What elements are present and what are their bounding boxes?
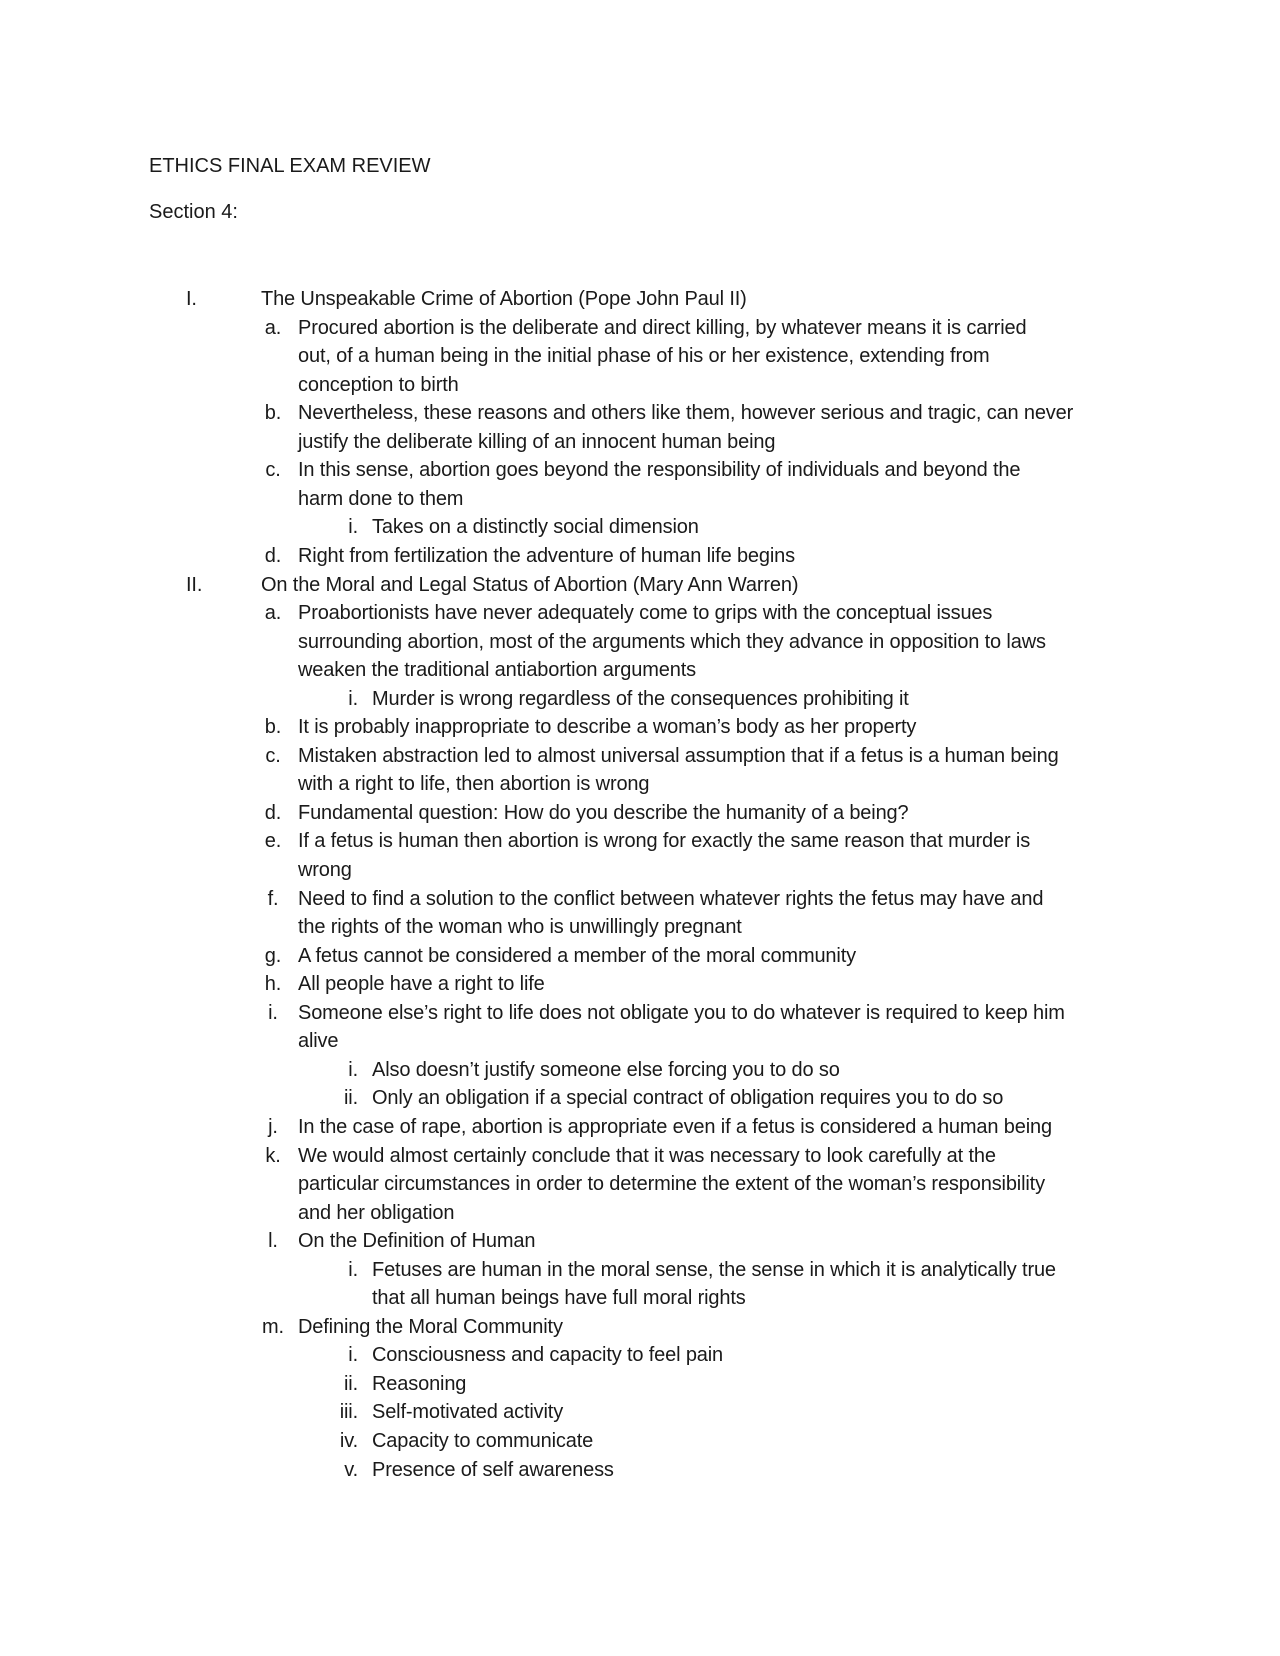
outline-line bbox=[0, 599, 1280, 627]
outline-line bbox=[0, 1113, 1280, 1141]
section-label: Section 4: bbox=[149, 201, 238, 223]
subitem-text: Presence of self awareness bbox=[372, 1458, 614, 1481]
item-text: surrounding abortion, most of the arguments which they advance in opposition to laws bbox=[298, 630, 1046, 653]
outline-line bbox=[0, 913, 1280, 941]
outline-line bbox=[0, 1227, 1280, 1255]
item-text: Fundamental question: How do you describe the humanity of a being? bbox=[298, 801, 909, 824]
subitem-text: Reasoning bbox=[372, 1372, 467, 1395]
subitem-text: Fetuses are human in the moral sense, the sense in which it is analytically true bbox=[372, 1258, 1056, 1281]
outline-line bbox=[0, 1427, 1280, 1455]
item-text: and her obligation bbox=[298, 1201, 455, 1224]
item-text: particular circumstances in order to determine the extent of the woman’s responsibility bbox=[298, 1173, 1045, 1196]
outline-line bbox=[0, 656, 1280, 684]
item-text: Proabortionists have never adequately come to grips with the conceptual issues bbox=[298, 602, 993, 625]
subitem-marker: iv. bbox=[339, 1430, 358, 1452]
item-text: Nevertheless, these reasons and others like them, however serious and tragic, can never bbox=[298, 402, 1074, 425]
item-text: In this sense, abortion goes beyond the responsibility of individuals and beyond the bbox=[298, 459, 1021, 482]
outline-line bbox=[0, 685, 1280, 713]
subitem-text: Self-motivated activity bbox=[372, 1401, 564, 1424]
item-marker: a. bbox=[264, 316, 282, 339]
item-text: Mistaken abstraction led to almost universal assumption that if a fetus is a human being bbox=[298, 744, 1059, 767]
outline-line bbox=[0, 342, 1280, 370]
outline-line bbox=[0, 485, 1280, 513]
item-marker: c. bbox=[265, 459, 281, 482]
outline-line bbox=[0, 770, 1280, 798]
item-text: If a fetus is human then abortion is wrong for exactly the same reason that murder is bbox=[298, 830, 1031, 853]
outline-line bbox=[0, 856, 1280, 884]
item-text: harm done to them bbox=[298, 487, 464, 510]
item-marker: f. bbox=[267, 887, 279, 910]
section-marker: I. bbox=[186, 288, 197, 310]
outline-line bbox=[0, 285, 1280, 313]
outline-line bbox=[0, 1084, 1280, 1112]
outline-line bbox=[0, 314, 1280, 342]
item-text: out, of a human being in the initial phase of his or her existence, extending from bbox=[298, 345, 990, 368]
item-text: A fetus cannot be considered a member of the moral community bbox=[298, 944, 856, 967]
outline-line bbox=[0, 513, 1280, 541]
item-text: It is probably inappropriate to describe a woman’s body as her property bbox=[298, 716, 917, 739]
outline-line bbox=[0, 1199, 1280, 1227]
item-marker: a. bbox=[264, 602, 282, 625]
item-text: On the Definition of Human bbox=[298, 1230, 536, 1253]
item-text: justify the deliberate killing of an innocent human being bbox=[298, 430, 776, 453]
subitem-text: Murder is wrong regardless of the consequences prohibiting it bbox=[372, 687, 909, 710]
outline-line bbox=[0, 970, 1280, 998]
outline-line bbox=[0, 942, 1280, 970]
subitem-text: that all human beings have full moral rights bbox=[372, 1287, 746, 1310]
outline-line bbox=[0, 1170, 1280, 1198]
outline-line bbox=[0, 713, 1280, 741]
outline-line bbox=[0, 1056, 1280, 1084]
outline-line bbox=[0, 542, 1280, 570]
subitem-text: Capacity to communicate bbox=[372, 1430, 594, 1452]
item-marker: g. bbox=[264, 944, 282, 967]
outline-line bbox=[0, 1398, 1280, 1426]
outline-line bbox=[0, 827, 1280, 855]
item-text: conception to birth bbox=[298, 373, 459, 396]
item-marker: k. bbox=[265, 1144, 281, 1167]
item-text: alive bbox=[298, 1030, 339, 1053]
outline-line bbox=[0, 1027, 1280, 1055]
item-text: Defining the Moral Community bbox=[298, 1315, 563, 1338]
subitem-marker: i. bbox=[348, 516, 358, 539]
subitem-marker: v. bbox=[344, 1458, 358, 1481]
item-marker: d. bbox=[264, 801, 282, 824]
item-marker: l. bbox=[268, 1230, 278, 1253]
item-text: We would almost certainly conclude that it was necessary to look carefully at the bbox=[298, 1144, 996, 1167]
item-text: In the case of rape, abortion is appropriate even if a fetus is considered a human being bbox=[298, 1115, 1052, 1138]
item-marker: b. bbox=[264, 716, 282, 739]
outline-line bbox=[0, 456, 1280, 484]
item-text: Right from fertilization the adventure of human life begins bbox=[298, 544, 795, 567]
section-heading: On the Moral and Legal Status of Abortion (Mary Ann Warren) bbox=[261, 573, 799, 596]
item-text: weaken the traditional antiabortion arguments bbox=[298, 659, 696, 682]
item-text: the rights of the woman who is unwillingly pregnant bbox=[298, 916, 742, 939]
outline-line bbox=[0, 1456, 1280, 1484]
item-marker: c. bbox=[265, 744, 281, 767]
subitem-text: Also doesn’t justify someone else forcing you to do so bbox=[372, 1058, 840, 1081]
section-heading: The Unspeakable Crime of Abortion (Pope John Paul II) bbox=[261, 288, 747, 310]
item-text: with a right to life, then abortion is wrong bbox=[298, 773, 650, 796]
outline-line bbox=[0, 1341, 1280, 1369]
item-text: Need to find a solution to the conflict between whatever rights the fetus may have and bbox=[298, 887, 1044, 910]
item-marker: e. bbox=[264, 830, 282, 853]
outline-line bbox=[0, 799, 1280, 827]
document-title: ETHICS FINAL EXAM REVIEW bbox=[149, 155, 431, 177]
outline-line bbox=[0, 571, 1280, 599]
subitem-marker: iii. bbox=[339, 1401, 358, 1424]
outline-line bbox=[0, 399, 1280, 427]
subitem-marker: ii. bbox=[344, 1372, 358, 1395]
item-marker: h. bbox=[264, 973, 282, 996]
subitem-marker: i. bbox=[348, 1344, 358, 1367]
outline-line bbox=[0, 428, 1280, 456]
outline-line bbox=[0, 1370, 1280, 1398]
subitem-marker: i. bbox=[348, 1058, 358, 1081]
item-text: Someone else’s right to life does not obligate you to do whatever is required to keep him bbox=[298, 1001, 1065, 1024]
outline-line bbox=[0, 999, 1280, 1027]
section-marker: II. bbox=[186, 573, 203, 596]
outline-line bbox=[0, 885, 1280, 913]
subitem-marker: ii. bbox=[344, 1087, 358, 1110]
subitem-marker: i. bbox=[348, 1258, 358, 1281]
outline-line bbox=[0, 371, 1280, 399]
outline-line bbox=[0, 1313, 1280, 1341]
outline-line bbox=[0, 742, 1280, 770]
item-text: All people have a right to life bbox=[298, 973, 545, 996]
subitem-text: Only an obligation if a special contract of obligation requires you to do so bbox=[372, 1087, 1004, 1110]
item-marker: j. bbox=[268, 1115, 278, 1138]
item-marker: i. bbox=[268, 1001, 278, 1024]
subitem-text: Takes on a distinctly social dimension bbox=[372, 516, 699, 539]
item-marker: b. bbox=[264, 402, 282, 425]
item-marker: m. bbox=[262, 1315, 284, 1338]
subitem-marker: i. bbox=[348, 687, 358, 710]
outline-line bbox=[0, 1284, 1280, 1312]
outline-line bbox=[0, 628, 1280, 656]
outline-line bbox=[0, 1142, 1280, 1170]
item-marker: d. bbox=[264, 544, 282, 567]
subitem-text: Consciousness and capacity to feel pain bbox=[372, 1344, 724, 1367]
item-text: Procured abortion is the deliberate and direct killing, by whatever means it is carried bbox=[298, 316, 1027, 339]
item-text: wrong bbox=[298, 859, 352, 881]
outline-line bbox=[0, 1256, 1280, 1284]
